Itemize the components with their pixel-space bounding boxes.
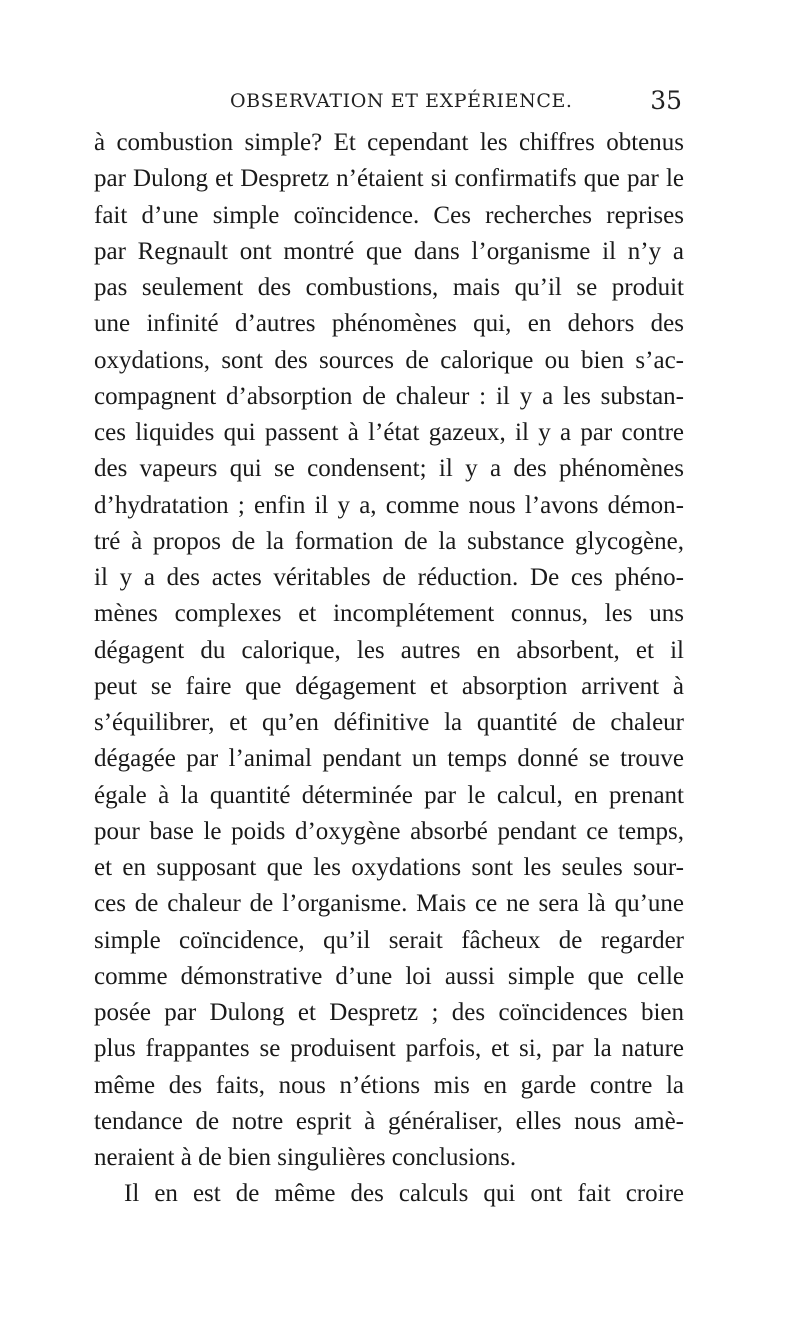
text-line: égale à la quantité déterminée par le calcul, en prenant [94,781,684,809]
text-line: dégagent du calorique, les autres en absorbent, et il [94,636,684,664]
text-line: tendance de notre esprit à généraliser, elles nous amè- [94,1107,684,1135]
text-line: mènes complexes et incomplétement connus, les uns [94,600,684,628]
text-line: peut se faire que dégagement et absorption arrivent à [94,672,684,700]
running-head [230,86,682,114]
text-line: s’équilibrer, et qu’en définitive la quantité de chaleur [94,709,684,736]
text-line: dégagée par l’animal pendant un temps donné se trouve [94,745,684,773]
text-line: et en supposant que les oxydations sont les seules sour- [94,854,684,881]
running-title: OBSERVATION ET EXPÉRIENCE. [230,90,573,112]
text-line: par Dulong et Despretz n’étaient si confirmatifs que par le [94,165,684,193]
text-line: ces de chaleur de l’organisme. Mais ce ne sera là qu’une [94,890,684,918]
text-line: compagnent d’absorption de chaleur : il y a les substan- [94,382,684,410]
text-line: une infinité d’autres phénomènes qui, en dehors des [94,310,684,338]
text-line: comme démonstrative d’une loi aussi simple que celle [94,962,684,990]
text-line: pas seulement des combustions, mais qu’il se produit [94,274,684,301]
text-line: ces liquides qui passent à l’état gazeux, il y a par contre [94,419,684,446]
text-line: même des faits, nous n’étions mis en garde contre la [94,1071,684,1099]
text-line: neraient à de bien singulières conclusions. [94,1144,517,1171]
text-line: tré à propos de la formation de la substance glycogène, [94,527,684,555]
text-line: il y a des actes véritables de réduction. De ces phéno- [94,564,684,591]
text-line: posée par Dulong et Despretz ; des coïncidences bien [94,999,684,1026]
text-line: oxydations, sont des sources de calorique ou bien s’ac- [94,346,684,374]
text-line: des vapeurs qui se condensent; il y a des phénomènes [94,455,684,483]
text-line: d’hydratation ; enfin il y a, comme nous l’avons démon- [94,491,684,519]
page-number: 35 [650,86,682,115]
text-line: pour base le poids d’oxygène absorbé pendant ce temps, [94,817,684,845]
text-line: plus frappantes se produisent parfois, et si, par la nature [94,1035,684,1063]
text-line: fait d’une simple coïncidence. Ces recherches reprises [94,201,684,229]
text-line: Il en est de même des calculs qui ont fait croire [124,1180,684,1208]
text-line: simple coïncidence, qu’il serait fâcheux de regarder [94,926,684,954]
text-line: à combustion simple? Et cependant les chiffres obtenus [94,129,684,156]
text-line: par Regnault ont montré que dans l’organisme il n’y a [94,237,684,265]
body-text [94,125,684,1213]
